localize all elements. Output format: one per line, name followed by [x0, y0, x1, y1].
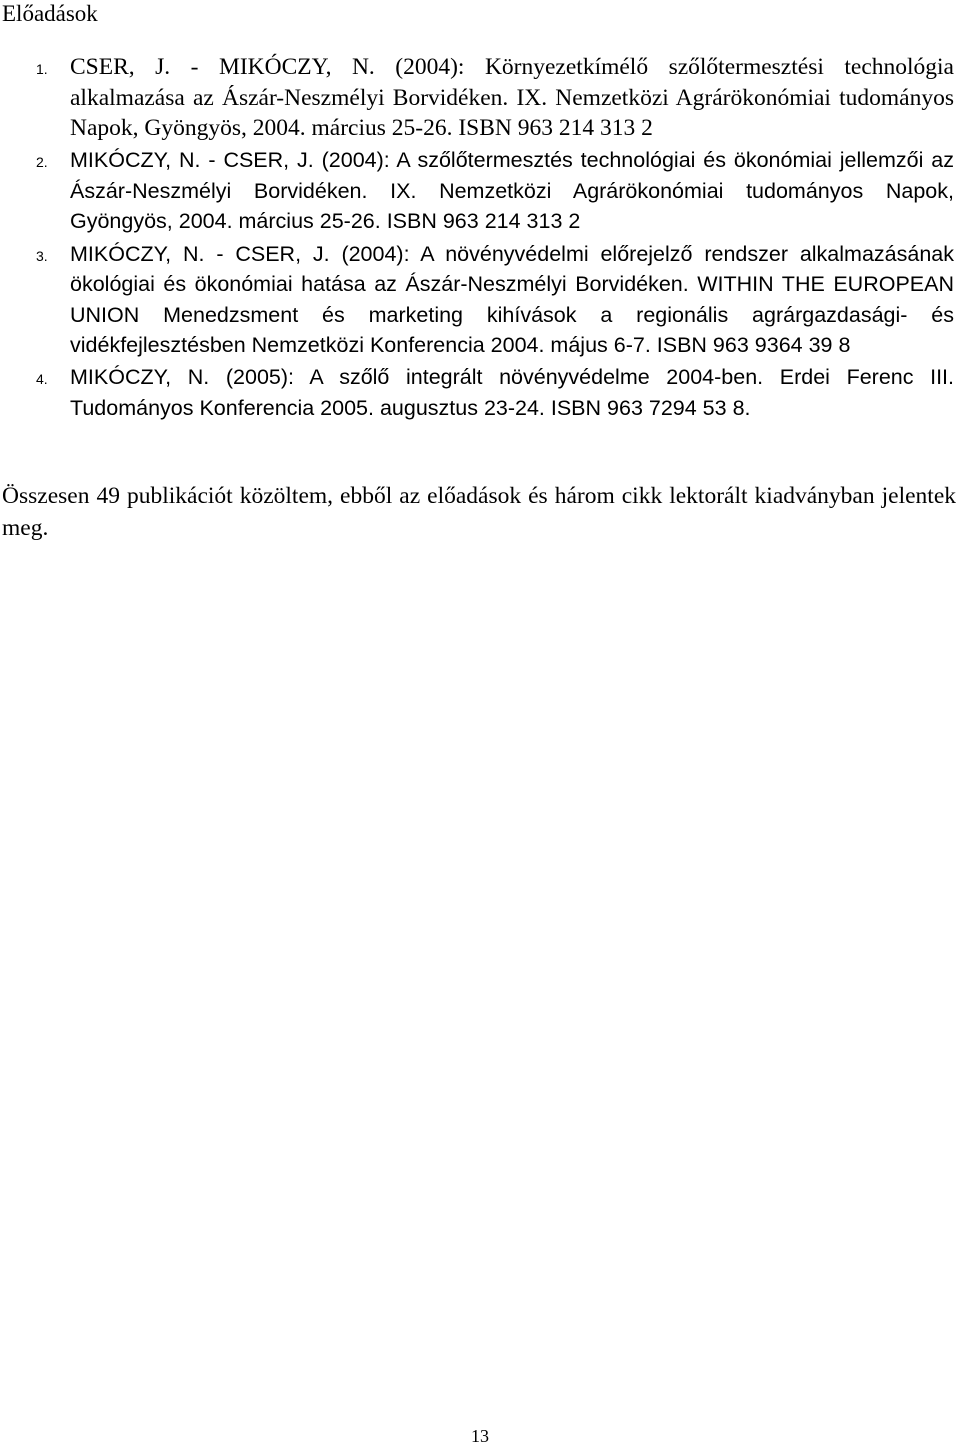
reference-number: 1.	[36, 61, 48, 77]
reference-text: MIKÓCZY, N. - CSER, J. (2004): A szőlőtermesztés technológiai és ökonómiai jellemzői az Ászár-Neszmélyi Borvidéken. IX. Nemzetközi Agrárökonómiai tudományos Napok, Gyöngyös, 2004. március 25-26. ISBN 963 214 313 2	[70, 148, 954, 234]
reference-item	[0, 362, 954, 423]
reference-list	[0, 52, 960, 425]
reference-number: 4.	[36, 371, 48, 388]
section-title: Előadások	[2, 1, 98, 26]
reference-item	[0, 239, 954, 361]
reference-text: CSER, J. - MIKÓCZY, N. (2004): Környezetkímélő szőlőtermesztési technológia alkalmazása az Ászár-Neszmélyi Borvidéken. IX. Nemzetközi Agrárökonómiai tudományos Napok, Gyöngyös, 2004. március 25-26. ISBN 963 214 313 2	[70, 54, 954, 142]
reference-number: 3.	[36, 247, 48, 264]
page-number: 13	[471, 1426, 489, 1446]
reference-number: 2.	[36, 154, 48, 171]
reference-text: MIKÓCZY, N. - CSER, J. (2004): A növényvédelmi előrejelző rendszer alkalmazásának ökológiai és ökonómiai hatása az Ászár-Neszmélyi Borvidéken. WITHIN THE EUROPEAN UNION Menedzsment és marketing kihívások a regionális agrárgazdasági- és vidékfejlesztésben Nemzetközi Konferencia 2004. május 6-7. ISBN 963 9364 39 8	[70, 241, 954, 358]
reference-item	[0, 145, 954, 237]
reference-item	[0, 52, 954, 144]
publication-summary: Összesen 49 publikációt közöltem, ebből az előadások és három cikk lektorált kiadványban jelentek meg.	[2, 483, 956, 541]
reference-text: MIKÓCZY, N. (2005): A szőlő integrált növényvédelme 2004-ben. Erdei Ferenc III. Tudományos Konferencia 2005. augusztus 23-24. ISBN 963 7294 53 8.	[70, 365, 954, 421]
